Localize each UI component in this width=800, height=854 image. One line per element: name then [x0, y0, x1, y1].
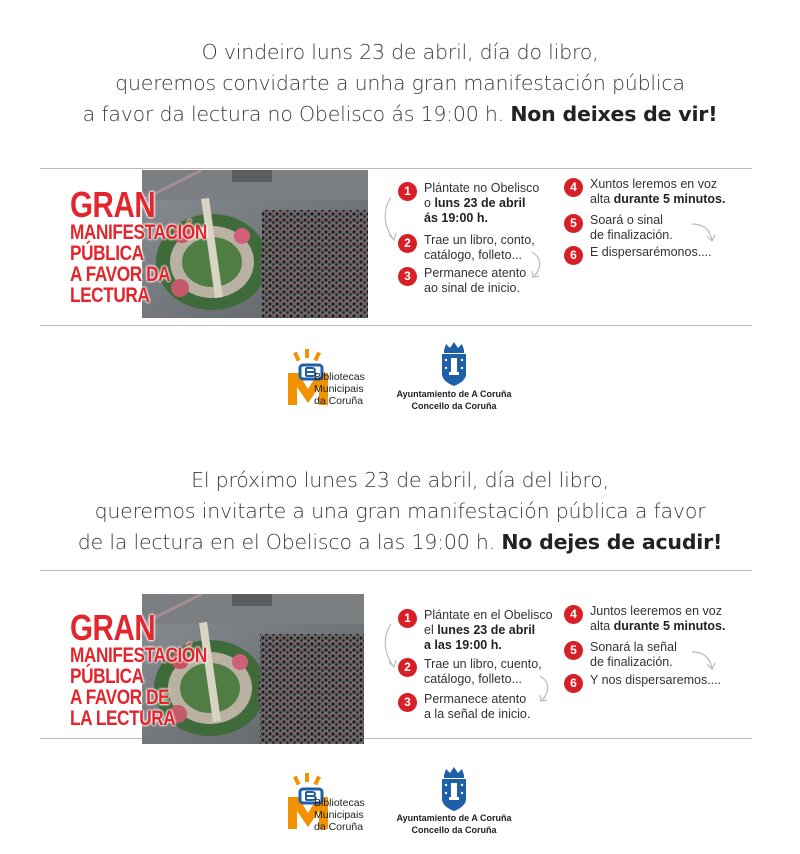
banner-title-gran: GRAN: [70, 607, 156, 648]
step-bold: durante 5 minutos.: [613, 192, 726, 206]
step-line: de finalización.: [590, 655, 673, 669]
bibliotecas-logo-text: [314, 797, 365, 833]
step-number-badge: 6: [564, 674, 583, 693]
step-text: [424, 657, 542, 687]
step-line: Juntos leeremos en voz: [590, 604, 723, 618]
step-bold: lunes 23 de abril: [437, 623, 536, 637]
step-line: Sonará la señal: [590, 640, 677, 654]
step-number-badge: 5: [564, 641, 583, 660]
step-4: [564, 604, 725, 634]
step-2: [398, 657, 542, 687]
step-3: [398, 692, 530, 722]
step-number-badge: 2: [398, 658, 417, 677]
intro-line-2: queremos convidarte a unha gran manifestación pública: [115, 71, 685, 95]
ayuntamiento-line-1: Ayuntamiento de A Coruña: [396, 813, 512, 823]
step-text: [590, 640, 677, 670]
banner-title-line-4: A FAVOR DE: [70, 686, 170, 709]
step-line: Permanece atento: [424, 266, 527, 280]
step-number-badge: 3: [398, 267, 417, 286]
bibliotecas-line-2: Municipais: [314, 809, 364, 821]
step-line: ao sinal de inicio.: [424, 281, 520, 295]
intro-text: [40, 465, 760, 558]
intro-emphasis: Non deixes de vir!: [510, 102, 718, 126]
step-number-badge: 1: [398, 182, 417, 201]
step-number-badge: 5: [564, 214, 583, 233]
step-line: Xuntos leremos en voz: [590, 177, 718, 191]
ayuntamiento-logo-text: [394, 812, 514, 836]
banner-title-line-5: LECTURA: [70, 284, 150, 307]
step-line: catálogo, folleto...: [424, 672, 522, 686]
step-line: Soará o sinal: [590, 213, 663, 227]
curved-arrow-icon: [690, 648, 716, 672]
step-line: E dispersarémonos....: [590, 245, 712, 259]
step-text: [424, 608, 553, 653]
intro-line-3-text: de la lectura en el Obelisco a las 19:00 h.: [77, 530, 495, 554]
step-number-badge: 3: [398, 693, 417, 712]
banner-title-line-5: LA LECTURA: [70, 707, 176, 730]
curved-arrow-icon: [383, 622, 399, 672]
step-number-badge: 4: [564, 178, 583, 197]
step-number-badge: 1: [398, 609, 417, 628]
intro-line-3-text: a favor da lectura no Obelisco ás 19:00 h.: [82, 102, 505, 126]
intro-emphasis: No dejes de acudir!: [501, 530, 723, 554]
step-number-badge: 2: [398, 234, 417, 253]
step-bold: a las 19:00 h.: [424, 638, 502, 652]
banner-title-line-3: PÚBLICA: [70, 242, 144, 265]
step-bold: durante 5 minutos.: [613, 619, 726, 633]
step-line: el: [424, 623, 438, 637]
banner-title-line-2: MANIFESTACIÓN: [70, 221, 207, 244]
step-line: alta: [590, 192, 614, 206]
step-text: [424, 692, 530, 722]
step-bold: luns 23 de abril: [434, 196, 526, 210]
top-divider: [40, 570, 752, 571]
coat-of-arms-icon: [438, 765, 470, 813]
curved-arrow-icon: [536, 674, 552, 704]
step-number-badge: 4: [564, 605, 583, 624]
step-line: Plántate en el Obelisco: [424, 608, 553, 622]
bibliotecas-line-3: da Coruña: [314, 821, 364, 833]
intro-line-3: [40, 527, 760, 558]
banner-title-gran: GRAN: [70, 184, 156, 225]
banner-title-line-4: A FAVOR DA: [70, 263, 171, 286]
step-5: [564, 640, 677, 670]
banner-title-line-2: MANIFESTACIÓN: [70, 644, 207, 667]
step-number-badge: 6: [564, 246, 583, 265]
step-6: [564, 673, 721, 693]
intro-line-1: El próximo lunes 23 de abril, día del libro,: [191, 468, 609, 492]
banner-title: [70, 607, 207, 730]
step-line: Trae un libro, cuento,: [424, 657, 542, 671]
step-text: [590, 673, 721, 688]
banner-title-line-3: PÚBLICA: [70, 665, 144, 688]
bibliotecas-line-1: Bibliotecas: [314, 797, 365, 809]
bibliotecas-line-3: da Coruña: [314, 395, 364, 407]
ayuntamiento-line-1: Ayuntamiento de A Coruña: [396, 389, 512, 399]
ayuntamiento-line-2: Concello da Coruña: [411, 825, 497, 835]
bibliotecas-line-2: Municipais: [314, 383, 364, 395]
step-line: alta: [590, 619, 614, 633]
step-line: catálogo, folleto...: [424, 248, 522, 262]
step-line: Y nos dispersaremos....: [590, 673, 722, 687]
step-bold: ás 19:00 h.: [424, 211, 488, 225]
step-line: Plántate no Obelisco: [424, 181, 540, 195]
step-1: [398, 608, 553, 653]
bibliotecas-line-1: Bibliotecas: [314, 371, 365, 383]
step-line: Trae un libro, conto,: [424, 233, 535, 247]
ayuntamiento-line-2: Concello da Coruña: [411, 401, 497, 411]
step-line: de finalización.: [590, 228, 673, 242]
intro-line-1: O vindeiro luns 23 de abril, día do libro,: [201, 40, 599, 64]
step-line: a la señal de inicio.: [424, 707, 531, 721]
step-line: o: [424, 196, 435, 210]
step-text: [590, 604, 725, 634]
intro-line-2: queremos invitarte a una gran manifestación pública a favor: [94, 499, 706, 523]
step-line: Permanece atento: [424, 692, 527, 706]
